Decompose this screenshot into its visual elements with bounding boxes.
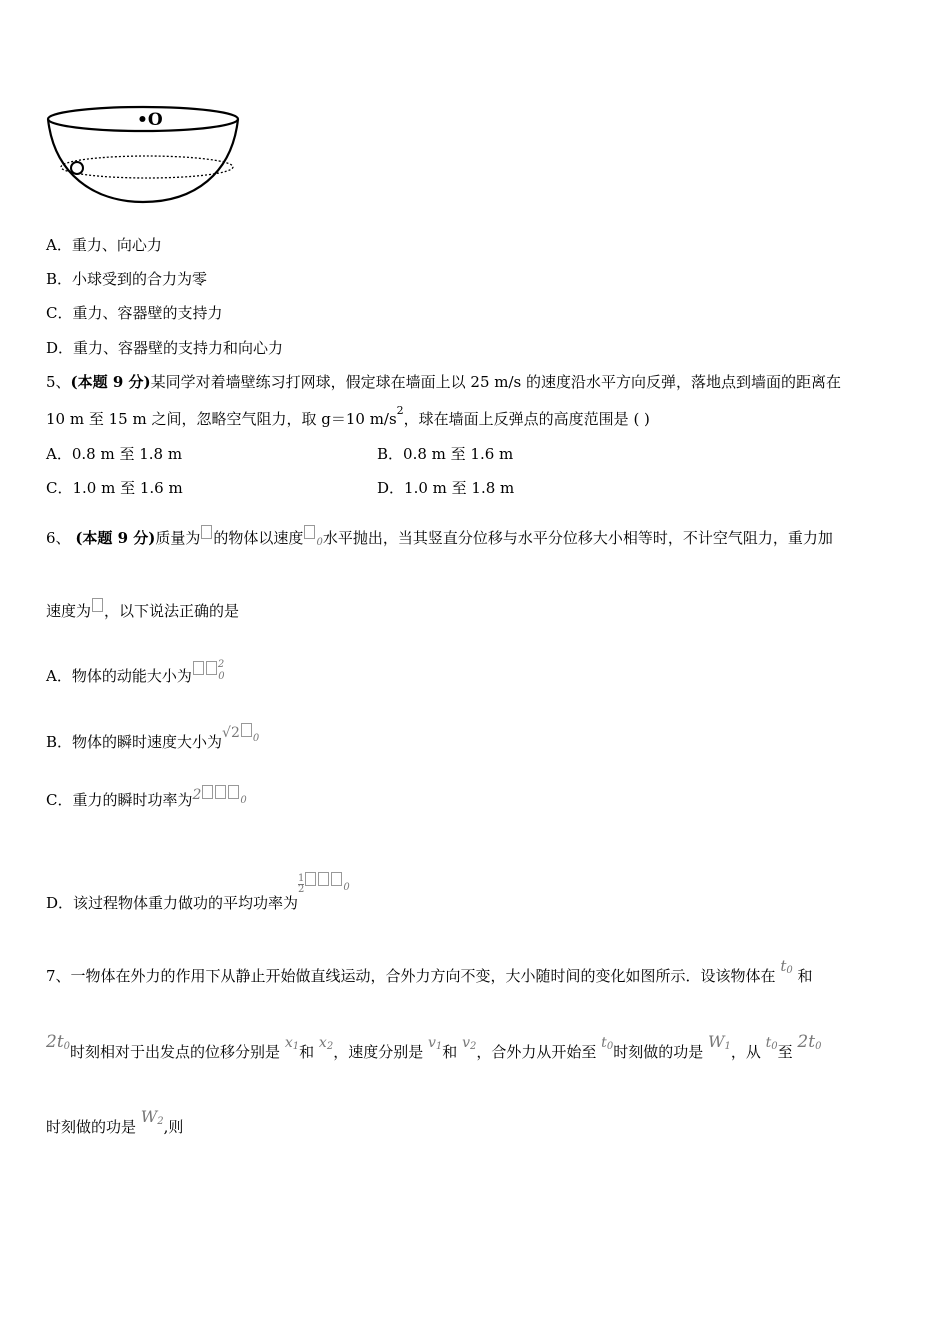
q6-text-5: ，以下说法正确的是 [104,602,240,620]
symbol-2t0 [46,1032,70,1052]
q6-option-b-text: B．物体的瞬时速度大小为 [46,733,223,751]
q7-stem-line3 [46,1107,184,1140]
q6-option-b-sqrt: √2 [222,725,240,741]
q4-option-a: A．重力、向心力 [46,236,162,254]
formula-placeholder [206,661,217,675]
q7-and-3: 和 [442,1043,458,1061]
q6-score: (本题 9 分) [75,529,156,547]
formula-placeholder [318,872,329,886]
fraction-numerator: 1 [298,873,305,884]
q6-stem-line2 [46,598,239,621]
q6-number: 6、 [46,529,71,547]
q6-text-4: 速度为 [46,602,92,620]
q7-text-3a: 时刻做的功是 [46,1118,137,1136]
q5-score: (本题 9 分) [70,373,151,391]
g-symbol-placeholder [92,598,103,612]
q4-option-d: D．重力、容器壁的支持力和向心力 [46,339,284,357]
q7-and-1: 和 [797,967,813,985]
t-letter: t [601,1035,607,1051]
velocity-symbol-placeholder [304,525,315,539]
w2-subscript: 2 [157,1116,164,1127]
q5-text-1: 某同学对着墙壁练习打网球，假定球在墙面上以 25 m/s 的速度沿水平方向反弹，落地点到墙面的距离在 [150,373,841,391]
w1-subscript: 1 [724,1041,731,1052]
symbol-x2 [319,1035,333,1051]
q5-option-c: C．1.0 m 至 1.6 m [46,479,183,497]
q6-text-2: 的物体以速度 [213,529,304,547]
t-subscript: 0 [786,965,793,976]
q7-text-2b: ，速度分别是 [333,1043,424,1061]
formula-placeholder [305,872,316,886]
q6-option-d-text: D．该过程物体重力做功的平均功率为 [46,894,299,912]
q7-text-2e: ，从 [730,1043,761,1061]
q6-stem-line1 [46,525,833,551]
two-t-subscript: 0 [63,1041,71,1052]
symbol-v1 [428,1035,442,1051]
formula-placeholder [241,723,252,737]
t-letter: t [780,957,787,975]
symbol-2t0-2 [797,1032,821,1052]
two-t-letter: 2t [46,1032,64,1052]
q7-text-2d: 时刻做的功是 [613,1043,704,1061]
q6-option-d [46,872,350,916]
q5-option-b: B．0.8 m 至 1.6 m [377,445,514,463]
symbol-v2 [462,1035,476,1051]
two-t-letter: 2t [797,1032,816,1052]
symbol-w1 [708,1032,731,1051]
q7-text-2c: ，合外力从开始至 [476,1043,597,1061]
q6-option-c [46,785,247,813]
x1-subscript: 1 [292,1041,300,1052]
t-letter: t [765,1035,772,1051]
q5-option-a: A．0.8 m 至 1.8 m [46,445,183,463]
x1-letter: x [284,1035,293,1051]
q6-option-c-coefficient: 2 [192,787,202,803]
ball [71,162,83,174]
t-subscript: 0 [771,1041,778,1052]
q5-text-2b: ，球在墙面上反弹点的高度范围是 ( ) [403,410,650,428]
x2-subscript: 2 [326,1041,334,1052]
q7-text-3b: ,则 [163,1118,184,1136]
formula-placeholder [228,785,239,799]
v1-subscript: 1 [435,1041,443,1052]
q7-stem-line1 [46,957,813,989]
q5-stem-line2 [46,404,650,431]
q4-option-c: C．重力、容器壁的支持力 [46,304,223,322]
q5-text-2a: 10 m 至 15 m 之间，忽略空气阻力，取 g＝10 m/s [46,410,397,428]
bowl-figure [44,104,244,204]
q5-number: 5、 [46,373,71,391]
q6-option-a-text: A．物体的动能大小为 [46,667,192,685]
ball-orbit [61,156,233,178]
q6-option-b-subscript: 0 [252,733,260,744]
symbol-w2 [141,1107,164,1126]
mass-symbol-placeholder [201,525,212,539]
q6-option-d-subscript: 0 [343,882,350,893]
w1-letter: W [707,1032,725,1051]
symbol-t0 [780,957,792,975]
t-subscript: 0 [606,1041,614,1052]
q6-option-c-subscript: 0 [240,795,247,806]
formula-placeholder [193,661,204,675]
q5-option-d: D．1.0 m 至 1.8 m [377,479,515,497]
q6-text-1: 质量为 [155,529,201,547]
q5-stem-line1 [46,372,841,392]
q7-to: 至 [777,1043,793,1061]
two-t-subscript: 0 [815,1041,822,1052]
v1-letter: v [427,1035,436,1051]
q6-v0-subscript: 0 [316,537,323,548]
symbol-x1 [285,1035,299,1051]
center-label: •O [137,110,163,130]
q6-option-a-subscript: 0 [218,671,225,682]
fraction-denominator: 2 [298,884,305,895]
q6-option-a-exponent: 2 [217,659,225,670]
x2-letter: x [318,1035,327,1051]
symbol-t0-2 [601,1035,613,1051]
q6-option-b [46,723,259,755]
q4-option-b: B．小球受到的合力为零 [46,270,208,288]
symbol-t0-3 [766,1035,778,1051]
q7-stem-line2 [46,1032,822,1065]
q7-number: 7、 [46,967,71,985]
v2-letter: v [462,1035,470,1051]
q6-option-a [46,661,231,689]
formula-placeholder [202,785,213,799]
v2-subscript: 2 [470,1041,477,1052]
q5-unit-exponent: 2 [396,404,404,417]
w2-letter: W [140,1107,158,1126]
q7-text-2a: 时刻相对于出发点的位移分别是 [70,1043,281,1061]
q7-text-1: 一物体在外力的作用下从静止开始做直线运动，合外力方向不变，大小随时间的变化如图所示．设该物体在 [70,967,776,985]
q7-and-2: 和 [299,1043,315,1061]
formula-placeholder [331,872,342,886]
q6-option-d-fraction [298,874,304,895]
q6-option-c-text: C．重力的瞬时功率为 [46,791,193,809]
formula-placeholder [215,785,226,799]
q6-text-3: 水平抛出，当其竖直分位移与水平分位移大小相等时，不计空气阻力，重力加 [322,529,833,547]
